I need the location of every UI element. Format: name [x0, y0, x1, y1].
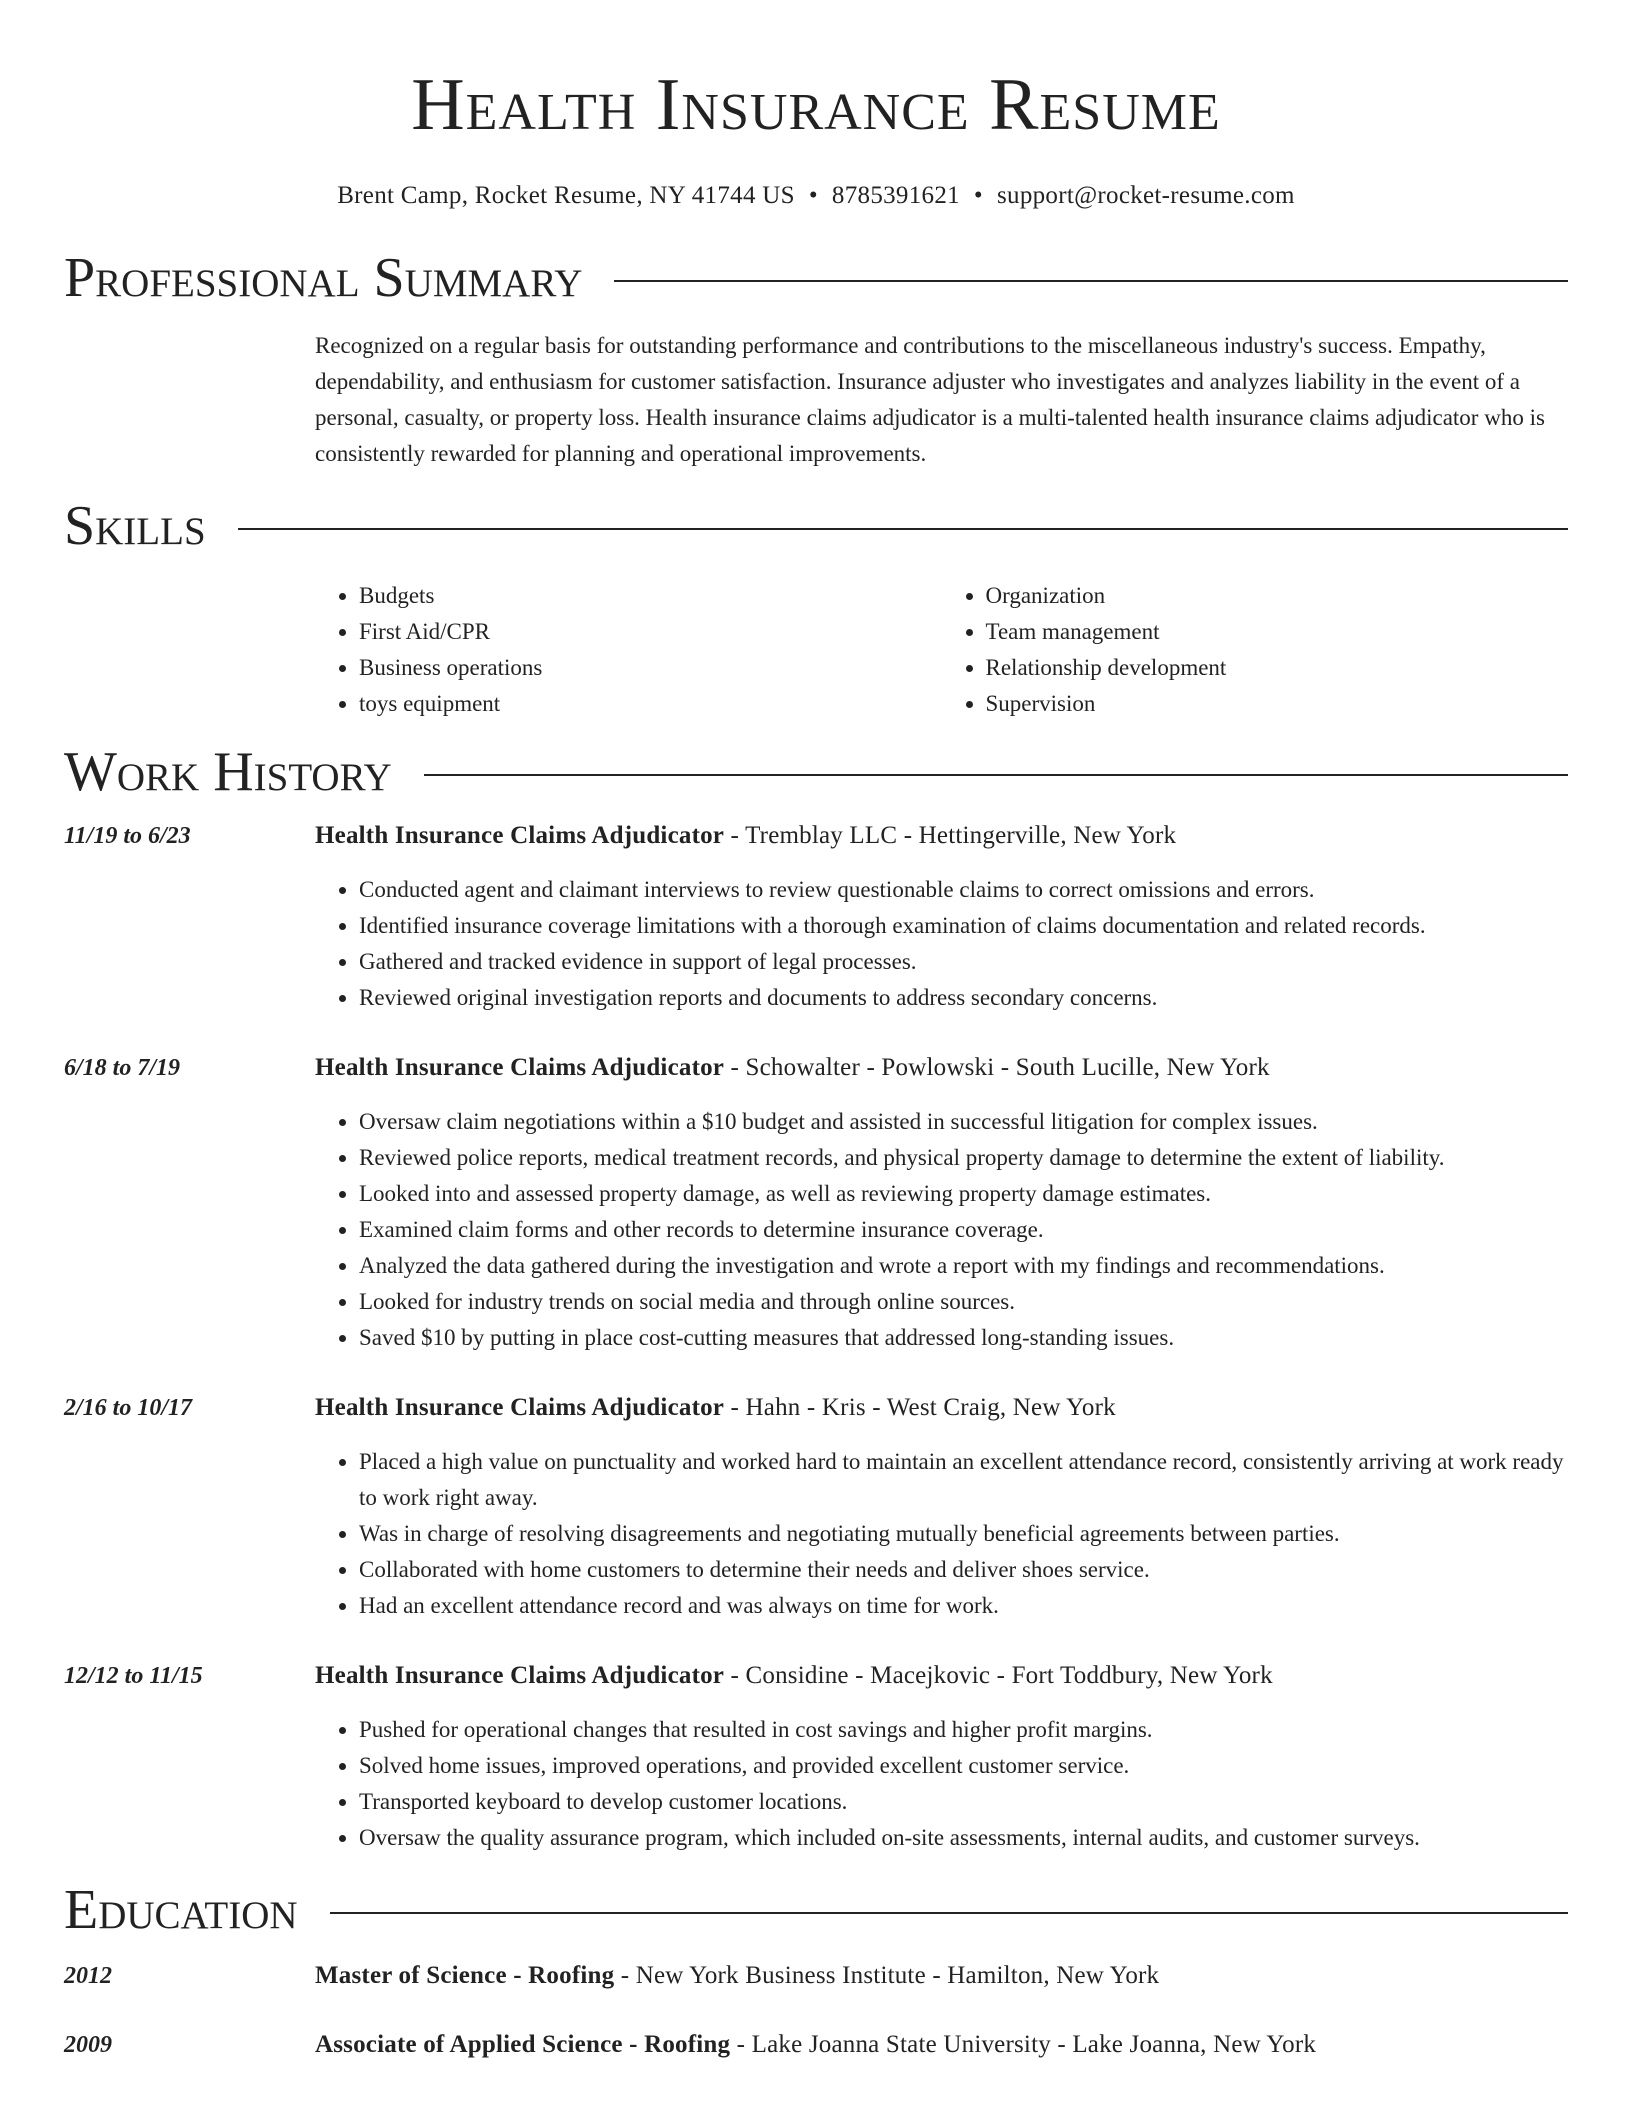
job-bullet: • Identified insurance coverage limitations with a thorough examination of claims documentation and related records. — [359, 908, 1568, 944]
education-body — [315, 2027, 1568, 2063]
job-entry — [64, 1050, 1568, 1356]
job-entry — [64, 818, 1568, 1016]
education-school: - New York Business Institute - Hamilton, New York — [614, 1962, 1160, 1989]
section-heading — [64, 1878, 1568, 1942]
education-entry — [64, 2027, 1568, 2063]
job-entry — [64, 1390, 1568, 1624]
job-dates: 6/18 to 7/19 — [64, 1055, 181, 1081]
summary-section — [64, 246, 1568, 472]
skills-heading: Skills — [64, 495, 206, 557]
job-heading — [315, 1390, 1568, 1426]
job-entry — [64, 1658, 1568, 1856]
section-heading — [64, 246, 1568, 310]
job-bullet: • Oversaw claim negotiations within a $10 budget and assisted in successful litigation for complex issues. — [359, 1104, 1568, 1140]
job-body — [315, 1390, 1568, 1624]
skills-list-right — [942, 578, 1569, 722]
skills-section — [64, 494, 1568, 722]
job-bullet: • Gathered and tracked evidence in support of legal processes. — [359, 944, 1568, 980]
skill-item: • Organization — [986, 578, 1569, 614]
education-school: - Lake Joanna State University - Lake Joanna, New York — [730, 2031, 1317, 2058]
section-divider — [614, 280, 1568, 282]
job-dates: 11/19 to 6/23 — [64, 823, 191, 849]
education-section — [64, 1878, 1568, 2063]
job-body — [315, 1658, 1568, 1856]
job-bullet: • Examined claim forms and other records to determine insurance coverage. — [359, 1212, 1568, 1248]
job-bullet: • Oversaw the quality assurance program, which included on-site assessments, internal audits, and customer surveys. — [359, 1820, 1568, 1856]
summary-heading: Professional Summary — [64, 247, 583, 309]
section-heading — [64, 740, 1568, 804]
job-bullets — [315, 1444, 1568, 1624]
education-heading-line — [315, 2027, 1568, 2063]
education-year: 2012 — [64, 1963, 112, 1989]
job-title: Health Insurance Claims Adjudicator — [315, 1054, 725, 1081]
job-bullet: • Analyzed the data gathered during the investigation and wrote a report with my findings and recommendations. — [359, 1248, 1568, 1284]
section-divider — [424, 774, 1568, 776]
skill-item: • Budgets — [359, 578, 942, 614]
job-dates: 2/16 to 10/17 — [64, 1395, 193, 1421]
job-title: Health Insurance Claims Adjudicator — [315, 1662, 725, 1689]
skill-item: • Relationship development — [986, 650, 1569, 686]
job-bullets — [315, 872, 1568, 1016]
education-entry — [64, 1958, 1568, 1994]
skills-list-left — [315, 578, 942, 722]
job-heading — [315, 818, 1568, 854]
education-heading: Education — [64, 1879, 298, 1941]
job-bullet: • Was in charge of resolving disagreements and negotiating mutually beneficial agreements between parties. — [359, 1516, 1568, 1552]
job-body — [315, 1050, 1568, 1356]
job-bullet: • Pushed for operational changes that resulted in cost savings and higher profit margins. — [359, 1712, 1568, 1748]
contact-separator: • — [808, 182, 818, 209]
education-degree: Master of Science - Roofing — [315, 1962, 615, 1989]
job-bullets — [315, 1712, 1568, 1856]
job-employer: - Tremblay LLC - Hettingerville, New York — [724, 822, 1177, 849]
job-bullet: • Reviewed police reports, medical treatment records, and physical property damage to determine the extent of liability. — [359, 1140, 1568, 1176]
job-bullets — [315, 1104, 1568, 1356]
education-degree: Associate of Applied Science - Roofing — [315, 2031, 731, 2058]
resume-title: Health Insurance Resume — [411, 64, 1221, 146]
job-bullet: • Solved home issues, improved operations, and provided excellent customer service. — [359, 1748, 1568, 1784]
skills-columns — [315, 578, 1568, 722]
job-bullet: • Transported keyboard to develop customer locations. — [359, 1784, 1568, 1820]
education-heading-line — [315, 1958, 1568, 1994]
job-bullet: • Conducted agent and claimant interviews to review questionable claims to correct omissions and errors. — [359, 872, 1568, 908]
skill-item: • First Aid/CPR — [359, 614, 942, 650]
job-employer: - Hahn - Kris - West Craig, New York — [724, 1394, 1116, 1421]
job-bullet: • Had an excellent attendance record and was always on time for work. — [359, 1588, 1568, 1624]
job-bullet: • Collaborated with home customers to determine their needs and deliver shoes service. — [359, 1552, 1568, 1588]
job-title: Health Insurance Claims Adjudicator — [315, 1394, 725, 1421]
contact-address: Brent Camp, Rocket Resume, NY 41744 US — [337, 182, 795, 209]
skill-item: • Business operations — [359, 650, 942, 686]
contact-separator: • — [973, 182, 983, 209]
skill-item: • Supervision — [986, 686, 1569, 722]
section-heading — [64, 494, 1568, 558]
education-body — [315, 1958, 1568, 1994]
skill-item: • toys equipment — [359, 686, 942, 722]
section-divider — [238, 528, 1568, 530]
job-title: Health Insurance Claims Adjudicator — [315, 822, 725, 849]
work-history-section — [64, 740, 1568, 1856]
contact-line — [64, 180, 1568, 212]
education-year: 2009 — [64, 2032, 112, 2058]
job-bullet: • Placed a high value on punctuality and worked hard to maintain an excellent attendance record, consistently arriving at work ready to work right away. — [359, 1444, 1568, 1516]
job-bullet: • Saved $10 by putting in place cost-cutting measures that addressed long-standing issues. — [359, 1320, 1568, 1356]
section-divider — [330, 1912, 1568, 1914]
job-employer: - Schowalter - Powlowski - South Lucille, New York — [724, 1054, 1270, 1081]
job-bullet: • Looked for industry trends on social media and through online sources. — [359, 1284, 1568, 1320]
work-history-heading: Work History — [64, 741, 392, 803]
contact-phone: 8785391621 — [831, 182, 960, 209]
contact-email[interactable]: support@rocket-resume.com — [996, 182, 1295, 209]
summary-text: Recognized on a regular basis for outstanding performance and contributions to the miscellaneous industry's success. Empathy, dependability, and enthusiasm for customer satisfaction. Insurance adjuster who investigates and analyzes liability in the event of a personal, casualty, or property loss. Health insurance claims adjudicator is a multi-talented health insurance claims adjudicator who is consistently rewarded for planning and operational improvements. — [315, 333, 1545, 466]
job-bullet: • Reviewed original investigation reports and documents to address secondary concerns. — [359, 980, 1568, 1016]
job-dates: 12/12 to 11/15 — [64, 1663, 203, 1689]
job-heading — [315, 1658, 1568, 1694]
job-employer: - Considine - Macejkovic - Fort Toddbury, New York — [724, 1662, 1273, 1689]
skill-item: • Team management — [986, 614, 1569, 650]
job-body — [315, 818, 1568, 1016]
job-heading — [315, 1050, 1568, 1086]
job-bullet: • Looked into and assessed property damage, as well as reviewing property damage estimates. — [359, 1176, 1568, 1212]
